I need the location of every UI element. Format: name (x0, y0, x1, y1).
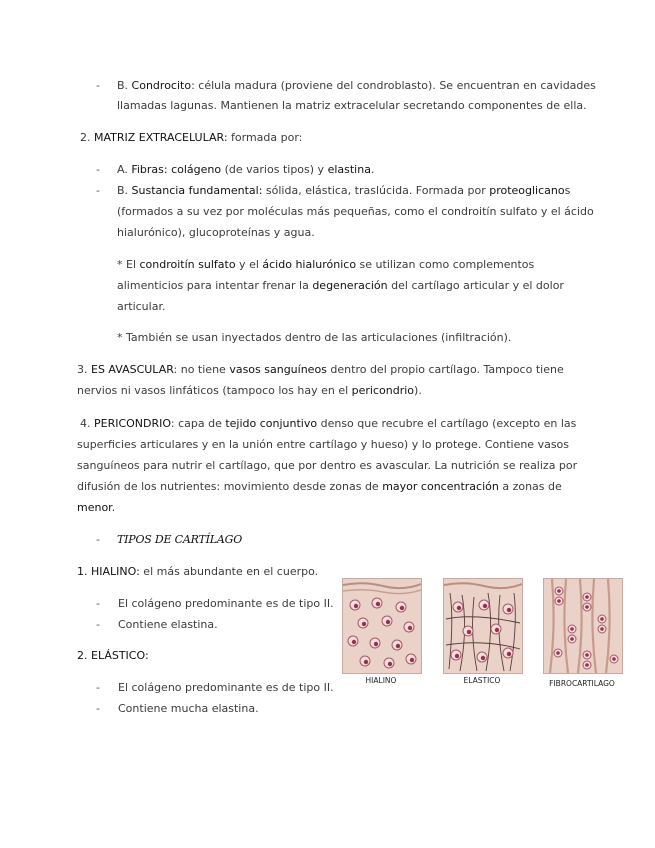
avascular-line-2 (77, 383, 422, 399)
hialino-item-2: Contiene elastina. (118, 618, 218, 631)
avascular-title: ES AVASCULAR (91, 363, 174, 376)
condrocito-line-2: llamadas lagunas. Mantienen la matriz extracelular secretando componentes de ella. (117, 99, 587, 112)
section-number: 4. (80, 417, 94, 430)
note-text: alimenticios para intentar frenar la (117, 279, 313, 292)
sustancia-line-2: (formados a su vez por moléculas más pequeñas, como el condroitín sulfato y el ácido (117, 205, 594, 218)
note2: * También se usan inyectados dentro de las articulaciones (infiltración). (117, 331, 512, 344)
tipos-heading: TIPOS DE CARTÍLAGO (117, 533, 243, 546)
term-menor: menor (77, 501, 112, 514)
term-concentracion: mayor concentración (382, 480, 499, 493)
elastico-item-2: Contiene mucha elastina. (118, 702, 259, 715)
list-dash: - (96, 597, 100, 610)
caption-hialino: HIALINO (365, 676, 397, 685)
hialino-heading (77, 564, 318, 580)
note1-line-3: articular. (117, 300, 166, 313)
sustancia-line-1 (117, 183, 570, 199)
section-number: 3. (77, 363, 91, 376)
pericondrio-line-3: sanguíneos para nutrir el cartílago, que por dentro es avascular. La nutrición se realiza por (77, 459, 578, 472)
term-proteoglicano: proteoglicano (489, 184, 565, 197)
hialino-title: 1. HIALINO: (77, 565, 140, 578)
term-fibras: Fibras: (131, 163, 168, 176)
item-prefix: B. (117, 79, 132, 92)
condrocito-text: : célula madura (proviene del condroblasto). Se encuentran en cavidades (191, 79, 596, 92)
term-condroitin: condroitín sulfato (139, 258, 236, 271)
term-elastina: elastina (327, 163, 371, 176)
fibras-line (117, 162, 374, 178)
suffix: s (564, 184, 571, 197)
period: . (111, 501, 116, 514)
note-text: del cartílago articular y el dolor (387, 279, 564, 292)
avascular-line-1 (77, 362, 564, 378)
caption-elastico: ELASTICO (463, 676, 501, 685)
term-degeneracion: degeneración (312, 279, 388, 292)
matriz-text: formada por: (227, 131, 303, 144)
term-pericondrio: pericondrio (351, 384, 415, 397)
elastico-item-1: El colágeno predominante es de tipo II. (118, 681, 334, 694)
list-dash: - (96, 681, 100, 694)
sustancia-line-3: hialurónico), glucoproteínas y agua. (117, 226, 315, 239)
period: . (370, 163, 375, 176)
list-dash: - (96, 618, 100, 631)
fibrocartilago-tissue-svg (544, 579, 622, 673)
pericondrio-text: : capa de (170, 417, 226, 430)
pericondrio-text: difusión de los nutrientes: movimiento desde zonas de (77, 480, 383, 493)
fibrocartilago-illustration (543, 578, 623, 674)
avascular-text: : no tiene (173, 363, 230, 376)
term-acido-hialuronico: ácido hialurónico (262, 258, 357, 271)
matriz-heading (80, 130, 302, 146)
avascular-text: nervios ni vasos linfáticos (tampoco los hay en el (77, 384, 352, 397)
list-dash: - (96, 533, 100, 546)
note-text: se utilizan como complementos (356, 258, 535, 271)
pericondrio-text: denso que recubre el cartílago (excepto en las (317, 417, 577, 430)
pericondrio-line-1 (80, 416, 576, 432)
section-number: 2. (80, 131, 94, 144)
list-dash: - (96, 184, 100, 197)
condrocito-line-1 (117, 78, 596, 94)
fibras-text: (de varios tipos) y (221, 163, 328, 176)
hialino-tissue-svg (343, 579, 421, 673)
term-tejido: tejido conjuntivo (225, 417, 318, 430)
list-dash: - (96, 702, 100, 715)
list-dash: - (96, 79, 100, 92)
avascular-text: ). (414, 384, 422, 397)
hialino-text: el más abundante en el cuerpo. (139, 565, 319, 578)
sustancia-text: sólida, elástica, traslúcida. Formada por (262, 184, 490, 197)
hialino-illustration (342, 578, 422, 674)
pericondrio-line-5 (77, 500, 115, 516)
elastico-tissue-svg (444, 579, 522, 673)
hialino-item-1: El colágeno predominante es de tipo II. (118, 597, 334, 610)
term-sustancia: Sustancia fundamental: (131, 184, 263, 197)
pericondrio-line-2: superficies articulares y en la unión entre cartílago y hueso) y lo protege. Contiene vasos (77, 438, 570, 451)
note-text: y el (235, 258, 263, 271)
avascular-text: dentro del propio cartílago. Tampoco tiene (326, 363, 564, 376)
list-dash: - (96, 163, 100, 176)
elastico-illustration (443, 578, 523, 674)
elastico-heading: 2. ELÁSTICO: (77, 649, 149, 662)
note-text: * El (117, 258, 140, 271)
note1-line-2 (117, 278, 564, 294)
caption-fibrocartilago: FIBROCARTILAGO (549, 679, 615, 688)
term-vasos: vasos sanguíneos (229, 363, 327, 376)
pericondrio-text: a zonas de (498, 480, 562, 493)
item-prefix: A. (117, 163, 132, 176)
note1-line-1 (117, 257, 534, 273)
pericondrio-title: PERICONDRIO (94, 417, 171, 430)
matriz-title: MATRIZ EXTRACELULAR: (94, 131, 228, 144)
term-condrocito: Condrocito (131, 79, 192, 92)
pericondrio-line-4 (77, 479, 562, 495)
item-prefix: B. (117, 184, 132, 197)
term-colageno: colágeno (171, 163, 222, 176)
